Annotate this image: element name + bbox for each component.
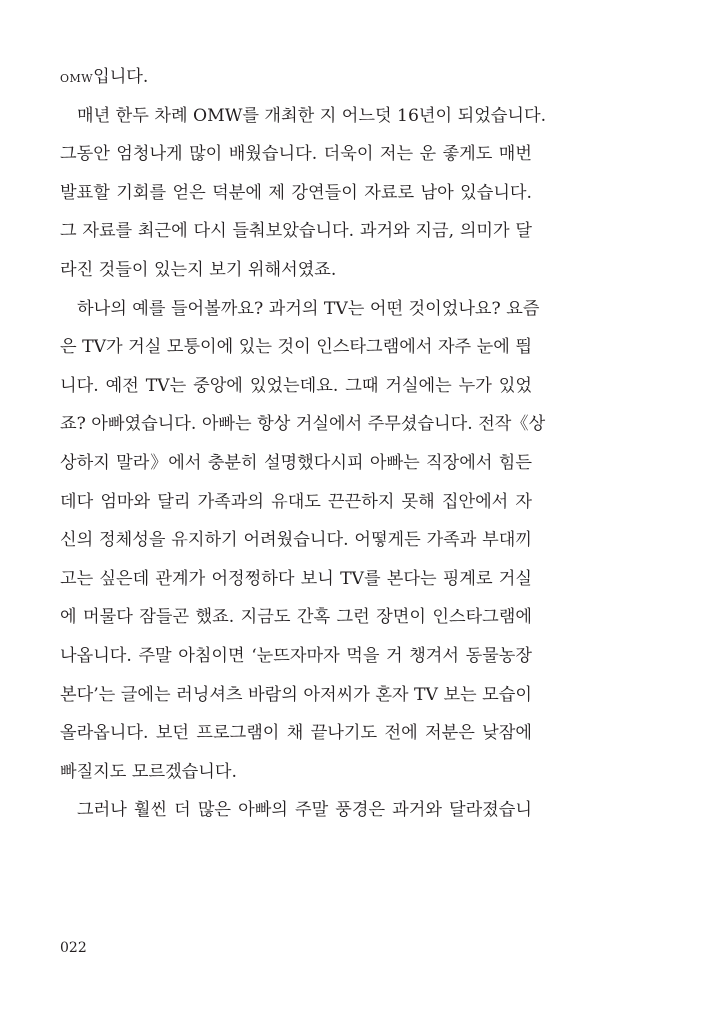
text-line-19: 그러나 훨씬 더 많은 아빠의 주말 풍경은 과거와 달라졌습니: [77, 800, 532, 821]
body-text: [60, 58, 547, 830]
text-line-5: 라진 것들이 있는지 보기 위해서였죠.: [60, 259, 337, 280]
first-line-suffix: 입니다.: [93, 67, 149, 87]
text-line-18: 빠질지도 모르겠습니다.: [60, 761, 237, 782]
text-line-11: 데다 엄마와 달리 가족과의 유대도 끈끈하지 못해 집안에서 자: [60, 491, 532, 512]
text-line-1: 매년 한두 차례 OMW를 개최한 지 어느덧 16년이 되었습니다.: [77, 105, 547, 126]
omw-small-caps: OMW: [60, 72, 94, 85]
text-line-10: 상하지 말라》에서 충분히 설명했다시피 아빠는 직장에서 힘든: [60, 452, 532, 473]
text-line-2: 그동안 엄청나게 많이 배웠습니다. 더욱이 저는 운 좋게도 매번: [60, 144, 532, 165]
text-line-0: [60, 58, 532, 97]
text-line-12: 신의 정체성을 유지하기 어려웠습니다. 어떻게든 가족과 부대끼: [60, 530, 532, 551]
text-line-9: 죠? 아빠였습니다. 아빠는 항상 거실에서 주무셨습니다. 전작《상: [60, 414, 546, 435]
text-line-6: 하나의 예를 들어볼까요? 과거의 TV는 어떤 것이었나요? 요즘: [77, 298, 540, 319]
text-line-13: 고는 싶은데 관계가 어정쩡하다 보니 TV를 본다는 핑계로 거실: [60, 568, 532, 589]
text-line-7: 은 TV가 거실 모퉁이에 있는 것이 인스타그램에서 자주 눈에 띕: [60, 337, 532, 358]
text-line-17: 올라옵니다. 보던 프로그램이 채 끝나기도 전에 저분은 낮잠에: [60, 723, 532, 744]
text-line-15: 나옵니다. 주말 아침이면 ‘눈뜨자마자 먹을 거 챙겨서 동물농장: [60, 645, 532, 666]
text-line-16: 본다’는 글에는 러닝셔츠 바람의 아저씨가 혼자 TV 보는 모습이: [60, 684, 532, 705]
text-line-3: 발표할 기회를 얻은 덕분에 제 강연들이 자료로 남아 있습니다.: [60, 182, 532, 203]
page-number: 022: [60, 940, 87, 956]
text-line-4: 그 자료를 최근에 다시 들춰보았습니다. 과거와 지금, 의미가 달: [60, 221, 532, 242]
text-line-14: 에 머물다 잠들곤 했죠. 지금도 간혹 그런 장면이 인스타그램에: [60, 607, 532, 628]
text-line-8: 니다. 예전 TV는 중앙에 있었는데요. 그때 거실에는 누가 있었: [60, 375, 532, 396]
